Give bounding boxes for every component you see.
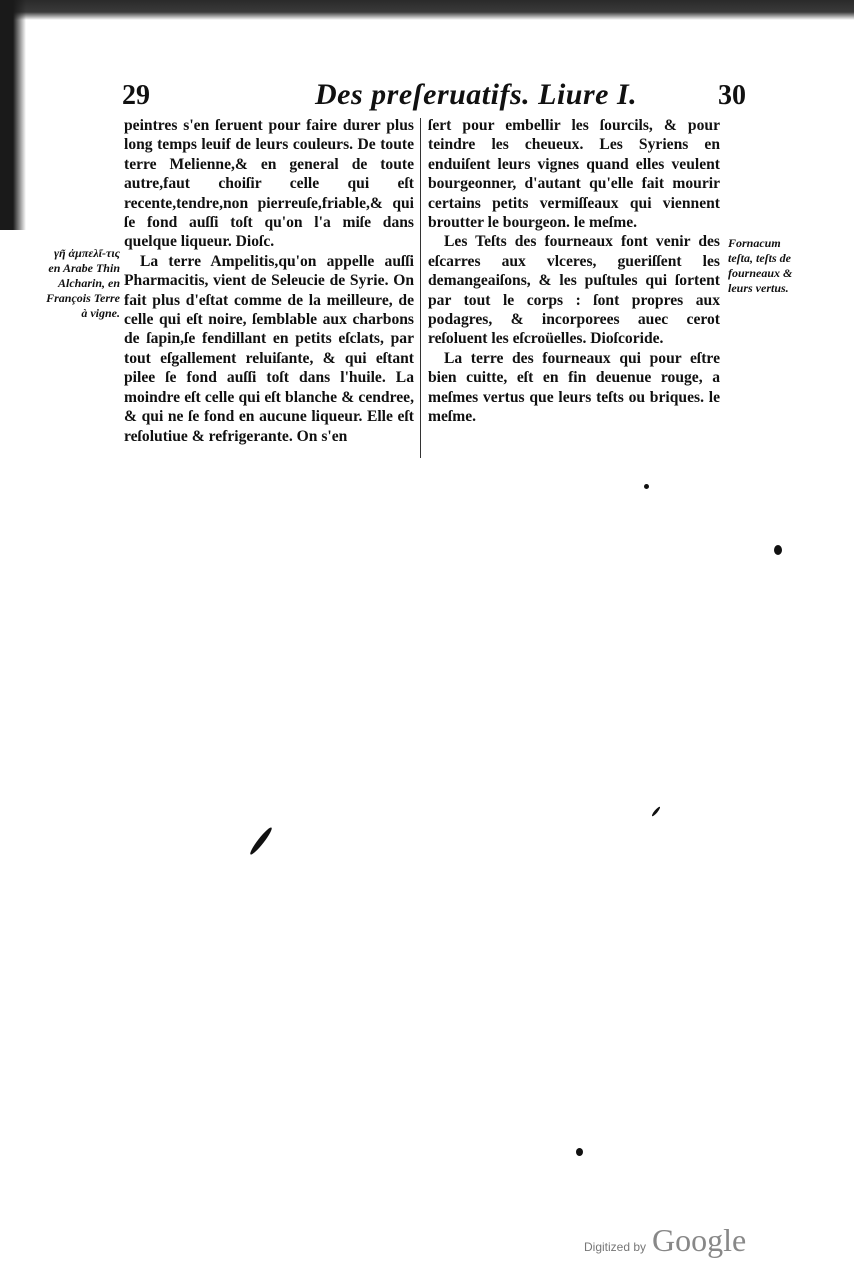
right-paragraph-1: ſert pour embellir les ſourcils, & pour teindre les cheueux. Les Syriens en enduiſent leurs vignes quand elles veulent bourgeonner, d'autant qu'elle fait mourir certains petits vermiſſeaux qui viennent broutter le bourgeon. le meſme. xyxy=(428,117,720,232)
google-logo: Google xyxy=(652,1222,747,1258)
running-head: Des preſeruatifs. Liure I. xyxy=(315,78,638,111)
right-paragraph-2: Les Teſts des fourneaux font venir des eſcarres aux vlceres, gueriſſent les demangeaiſons, & les puſtules qui ſortent par tout le corps : ſont propres aux podagres, & incorporees auec cerot reſoluent les eſcroüelles. Dioſcoride. xyxy=(428,233,720,348)
left-paragraph-1: peintres s'en ſeruent pour faire durer plus long temps leuif de leurs couleurs. De toute terre Melienne,& en general de toute autre,faut choiſir celle qui eſt recente,tendre,non pierreuſe,friable,& qui ſe fond auſſi toſt qu'on l'a miſe dans quelque liqueur. Dioſc. xyxy=(124,117,414,251)
scan-speck xyxy=(576,1148,583,1156)
digitization-watermark xyxy=(584,1222,746,1259)
scan-speck xyxy=(248,826,274,856)
left-column xyxy=(124,116,414,446)
page-number-right: 30 xyxy=(718,80,746,111)
column-rule xyxy=(420,118,421,458)
scan-edge-top xyxy=(0,0,854,20)
right-paragraph-3: La terre des fourneaux qui pour eſtre bien cuitte, eſt en fin deuenue rouge, a meſmes vertus que leurs teſts ou briques. le meſme. xyxy=(428,349,720,426)
page-header xyxy=(0,78,854,118)
page-number-left: 29 xyxy=(122,80,150,111)
scan-speck xyxy=(774,545,782,555)
right-column xyxy=(428,116,720,427)
watermark-prefix: Digitized by xyxy=(584,1240,647,1254)
margin-note-left: γῆ ἀμπελῖ-τις en Arabe Thin Alcharin, en François Terre à vigne. xyxy=(46,246,120,320)
left-paragraph-2: La terre Ampelitis,qu'on appelle auſſi Pharmacitis, vient de Seleucie de Syrie. On fait plus d'eſtat comme de la meilleure, de celle qui eſt noire, ſemblable aux charbons de ſapin,ſe fendillant en petits eſclats, par tout eſgallement reluiſante, & qui eſtant pilee ſe fond auſſi toſt dans l'huile. La moindre eſt celle qui eſt blanche & cendree, & qui ne ſe fond en aucune liqueur. Elle eſt reſolutiue & refrigerante. On s'en xyxy=(124,252,414,445)
scan-speck xyxy=(651,806,661,817)
margin-note-right: Fornacum teſta, teſts de fourneaux & leurs vertus. xyxy=(728,236,793,295)
scan-speck xyxy=(644,484,649,489)
